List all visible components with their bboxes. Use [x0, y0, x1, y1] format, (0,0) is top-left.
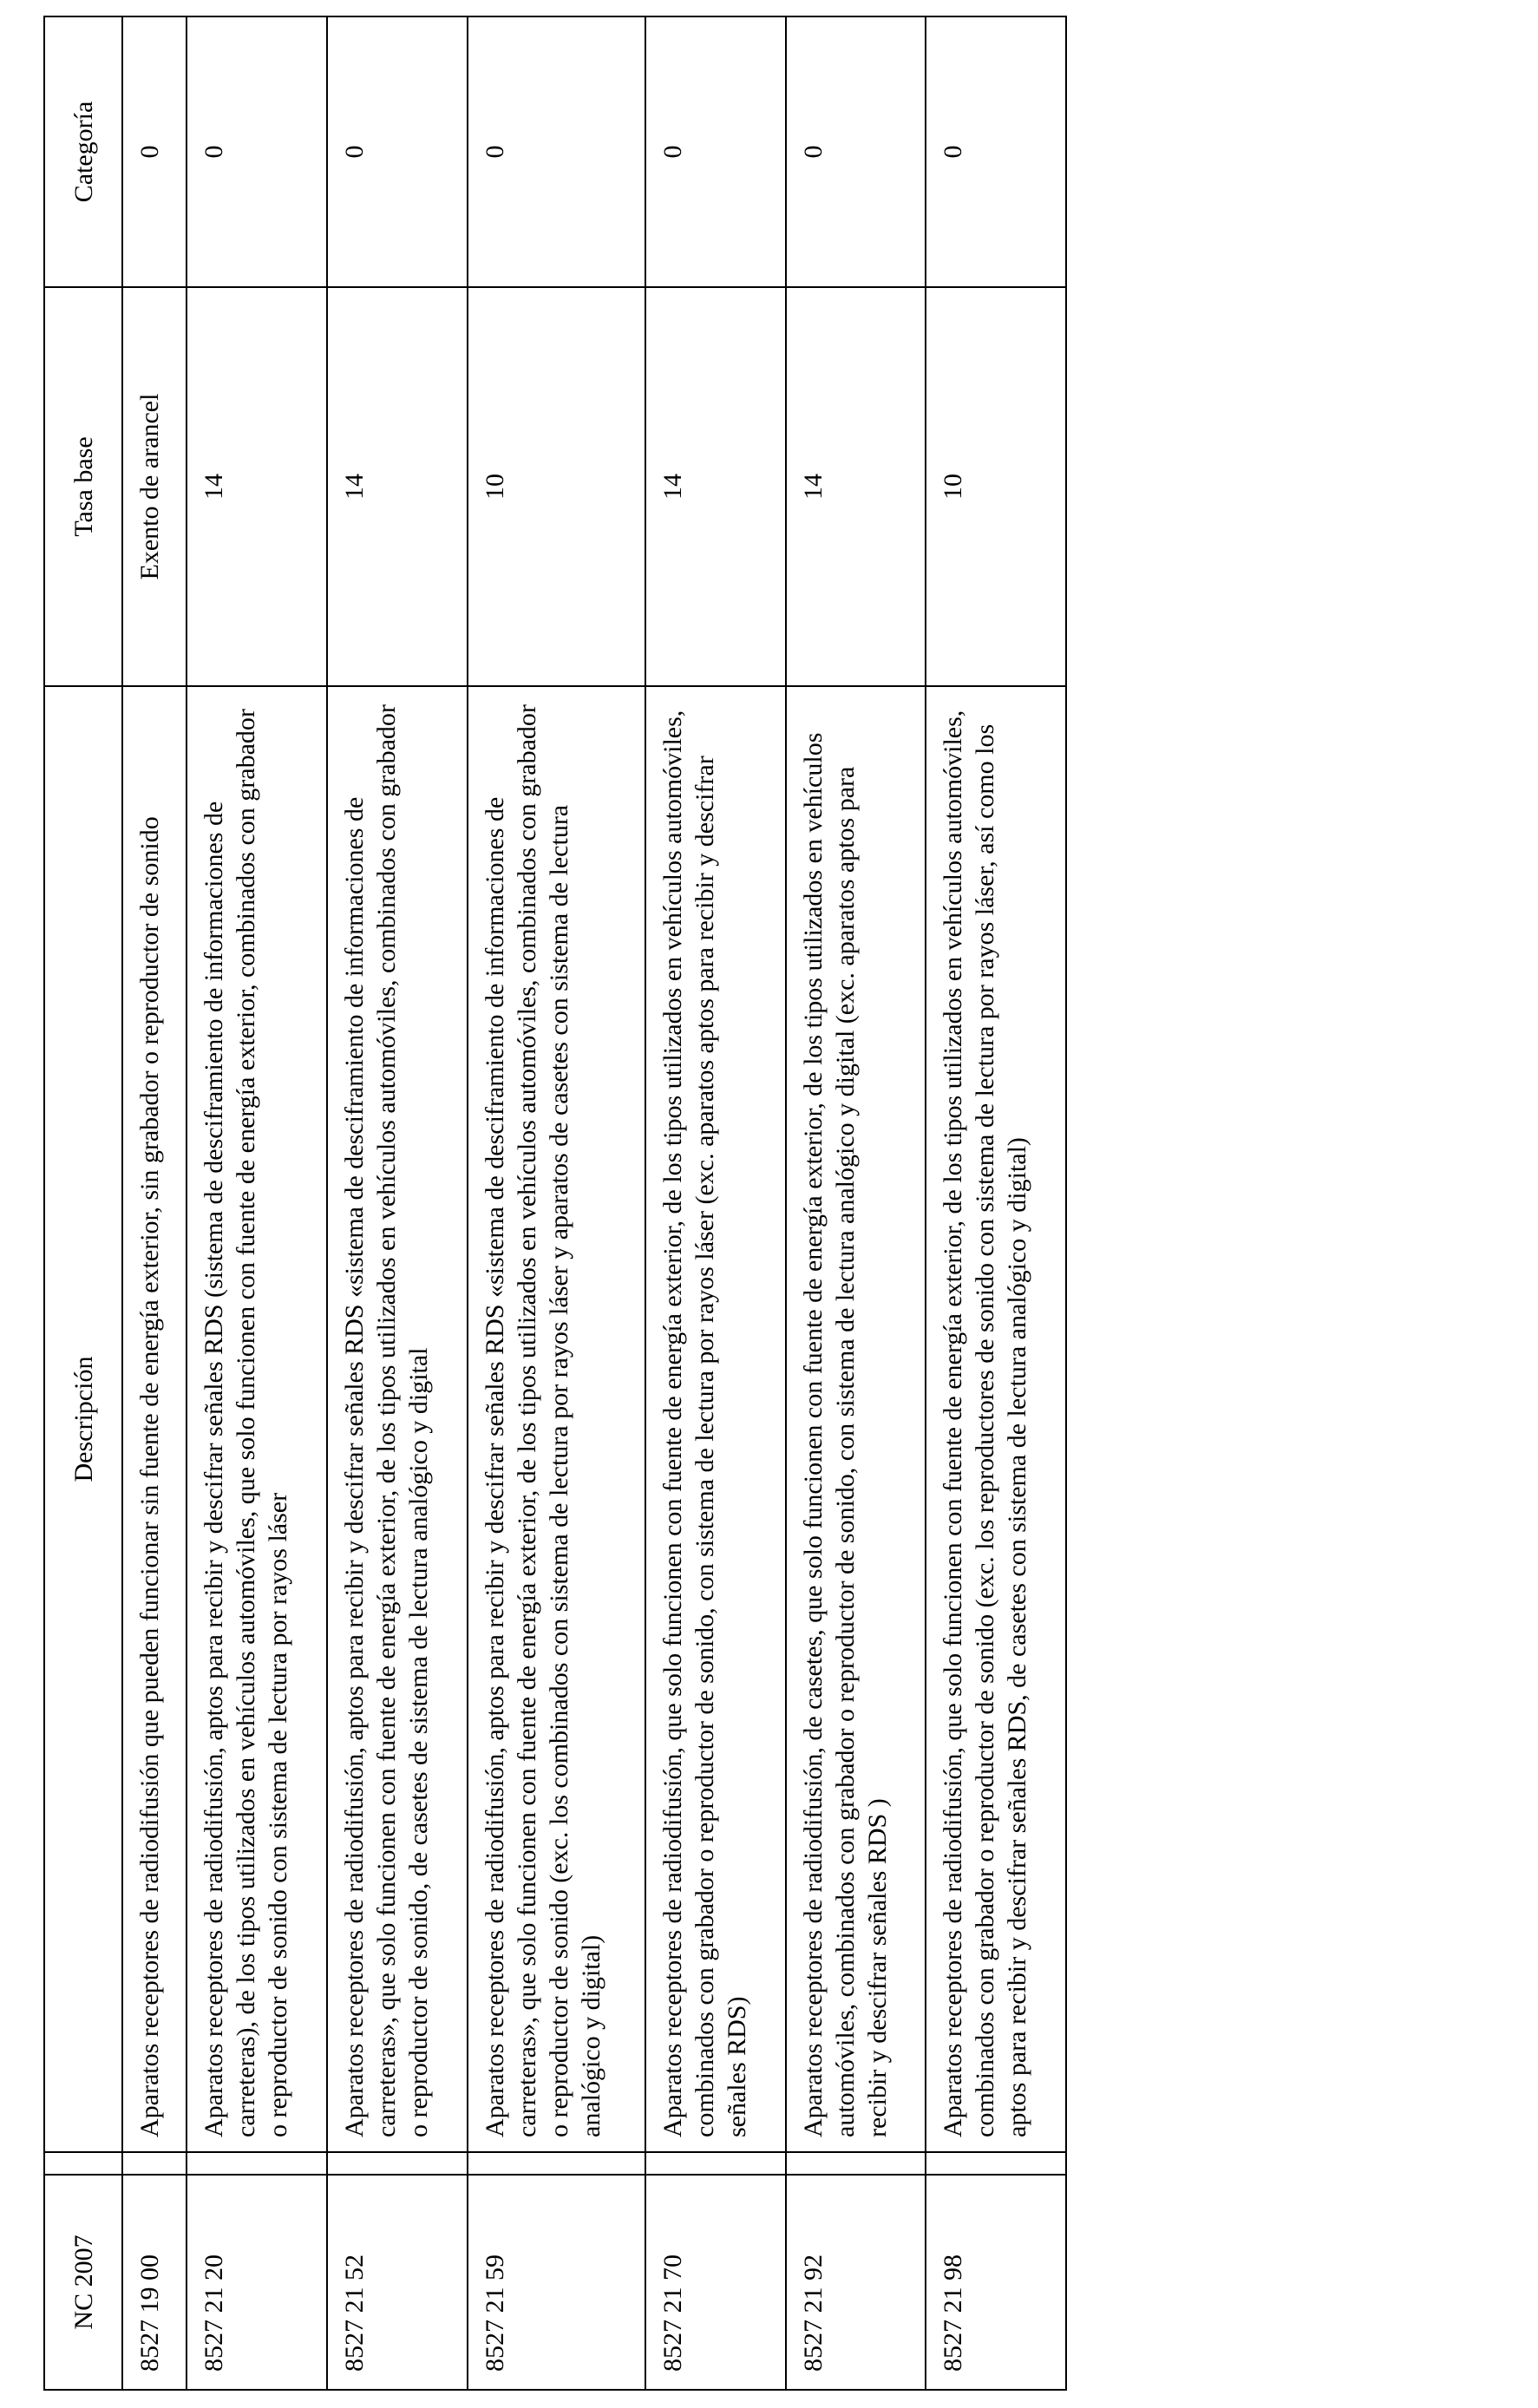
nc-code-cell: 8527 21 52 [327, 2175, 468, 2390]
category-cell: 0 [327, 16, 468, 287]
nc-code-cell: 8527 21 98 [926, 2175, 1066, 2390]
spacer-cell [468, 2152, 645, 2175]
category-cell: 0 [122, 16, 187, 287]
spacer-cell [327, 2152, 468, 2175]
description-cell: Aparatos receptores de radiodifusión, que solo funcionen con fuente de energía exterior, de los tipos utilizados en vehículos automóviles, combinados con grabador o reproductor de sonido (exc. los reproductores de sonido con sistema de lectura por rayos láser, así como los aptos para recibir y descifrar señales RDS, de casetes con sistema de lectura analógico y digital) [926, 686, 1066, 2152]
table-row [122, 16, 187, 2390]
nc-code-cell: 8527 21 20 [187, 2175, 327, 2390]
nc-code-cell: 8527 21 70 [645, 2175, 786, 2390]
table-row [187, 16, 327, 2390]
category-cell: 0 [645, 16, 786, 287]
rotated-page [43, 17, 1067, 2391]
description-cell: Aparatos receptores de radiodifusión, de casetes, que solo funcionen con fuente de energía exterior, de los tipos utilizados en vehículos automóviles, combinados con grabador o reproductor de sonido, con sistema de lectura analógico y digital (exc. aparatos aptos para recibir y descifrar señales RDS ) [786, 686, 926, 2152]
base-rate-cell: 10 [468, 287, 645, 686]
spacer-cell [645, 2152, 786, 2175]
spacer-cell [187, 2152, 327, 2175]
tariff-table [43, 16, 1067, 2391]
nc-code-cell: 8527 21 92 [786, 2175, 926, 2390]
header-code: NC 2007 [44, 2175, 122, 2390]
base-rate-cell: 14 [187, 287, 327, 686]
base-rate-cell: 14 [786, 287, 926, 686]
table-row [468, 16, 645, 2390]
header-description: Descripción [44, 686, 122, 2152]
spacer-cell [786, 2152, 926, 2175]
description-cell: Aparatos receptores de radiodifusión, aptos para recibir y descifrar señales RDS (sistema de desciframiento de informaciones de carreteras), de los tipos utilizados en vehículos automóviles, que solo funcionen con fuente de energía exterior, combinados con grabador o reproductor de sonido con sistema de lectura por rayos láser [187, 686, 327, 2152]
description-cell: Aparatos receptores de radiodifusión, aptos para recibir y descifrar señales RDS «sistema de desciframiento de informaciones de carreteras», que solo funcionen con fuente de energía exterior, de los tipos utilizados en vehículos automóviles, combinados con grabador o reproductor de sonido (exc. los combinados con sistema de lectura por rayos láser y aparatos de casetes con sistema de lectura analógico y digital) [468, 686, 645, 2152]
header-category: Categoría [44, 16, 122, 287]
base-rate-cell: 14 [645, 287, 786, 686]
nc-code-cell: 8527 21 59 [468, 2175, 645, 2390]
nc-code-cell: 8527 19 00 [122, 2175, 187, 2390]
description-cell: Aparatos receptores de radiodifusión, aptos para recibir y descifrar señales RDS «sistema de desciframiento de informaciones de carreteras», que solo funcionen con fuente de energía exterior, de los tipos utilizados en vehículos automóviles, combinados con grabador o reproductor de sonido, de casetes de sistema de lectura analógico y digital [327, 686, 468, 2152]
base-rate-cell: 14 [327, 287, 468, 686]
category-cell: 0 [926, 16, 1066, 287]
table-row [786, 16, 926, 2390]
base-rate-cell: 10 [926, 287, 1066, 686]
base-rate-cell: Exento de arancel [122, 287, 187, 686]
table-row [327, 16, 468, 2390]
description-cell: Aparatos receptores de radiodifusión que pueden funcionar sin fuente de energía exterior, sin grabador o reproductor de sonido [122, 686, 187, 2152]
category-cell: 0 [468, 16, 645, 287]
table-row [645, 16, 786, 2390]
spacer-cell [122, 2152, 187, 2175]
table-row [926, 16, 1066, 2390]
header-base-rate: Tasa base [44, 287, 122, 686]
spacer-cell [926, 2152, 1066, 2175]
category-cell: 0 [786, 16, 926, 287]
category-cell: 0 [187, 16, 327, 287]
table-header-row [44, 16, 122, 2390]
header-spacer [44, 2152, 122, 2175]
description-cell: Aparatos receptores de radiodifusión, que solo funcionen con fuente de energía exterior, de los tipos utilizados en vehículos automóviles, combinados con grabador o reproductor de sonido, con sistema de lectura por rayos láser (exc. aparatos aptos para recibir y descifrar señales RDS) [645, 686, 786, 2152]
